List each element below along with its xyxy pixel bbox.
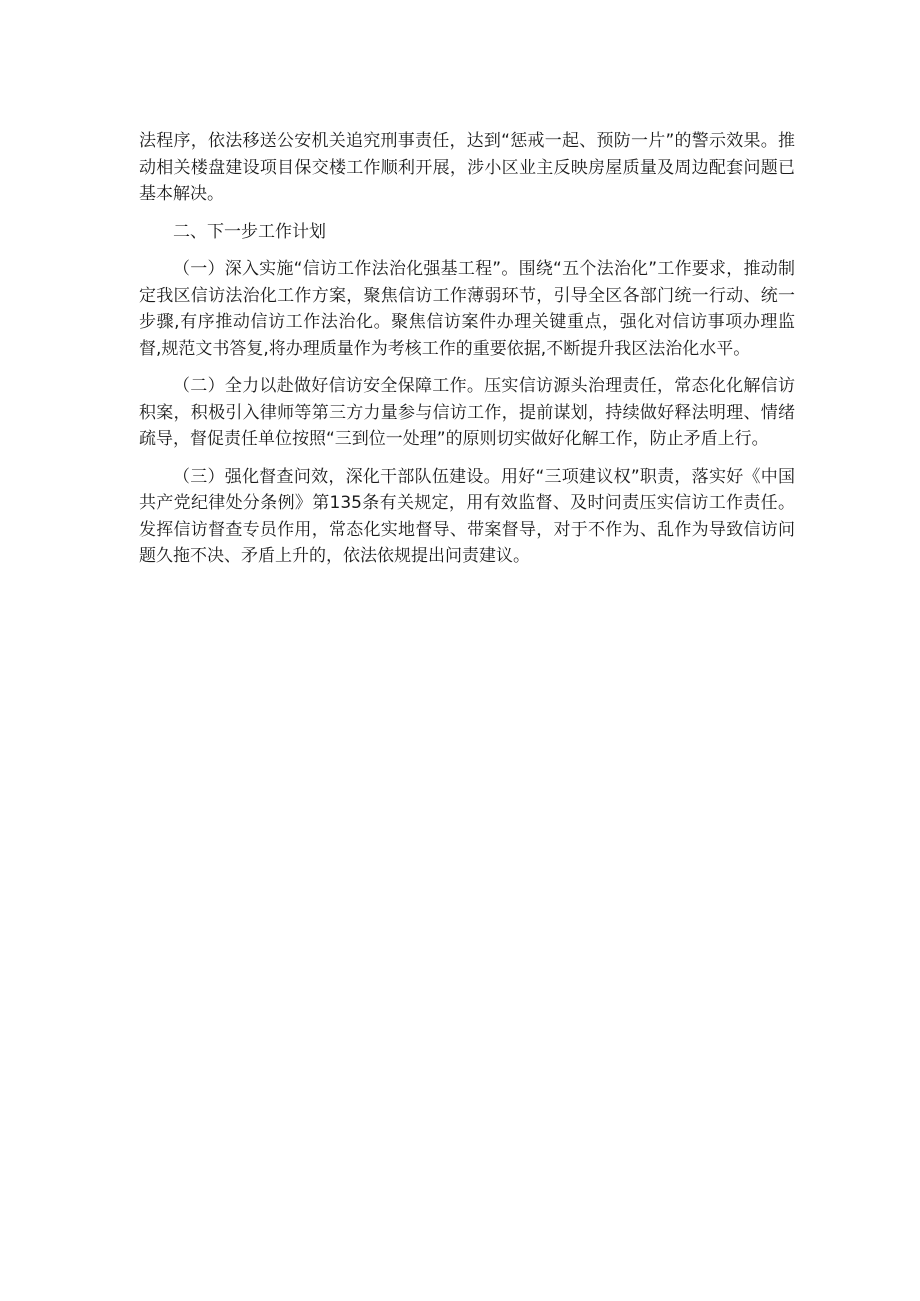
continuation-paragraph: 法程序，依法移送公安机关追究刑事责任，达到“惩戒一起、预防一片”的警示效果。推动相关楼盘建设项目保交楼工作顺利开展，涉小区业主反映房屋质量及周边配套问题已基本解决。: [139, 131, 795, 204]
section-heading: 二、下一步工作计划: [173, 221, 326, 242]
plan-item-1: （一）深入实施“信访工作法治化强基工程”。围绕“五个法治化”工作要求，推动制定我区信访法治化工作方案，聚焦信访工作薄弱环节，引导全区各部门统一行动、统一步骤,有序推动信访工作法治化。聚焦信访案件办理关键重点，强化对信访事项办理监督,规范文书答复,将办理质量作为考核工作的重要依据,不断提升我区法治化水平。: [139, 259, 795, 359]
plan-item-3: （三）强化督查问效，深化干部队伍建设。用好“三项建议权”职责，落实好《中国共产党纪律处分条例》第135条有关规定，用有效监督、及时问责压实信访工作责任。发挥信访督查专员作用，常态化实地督导、带案督导，对于不作为、乱作为导致信访问题久拖不决、矛盾上升的，依法依规提出问责建议。: [139, 466, 795, 566]
plan-item-2: （二）全力以赴做好信访安全保障工作。压实信访源头治理责任，常态化化解信访积案，积极引入律师等第三方力量参与信访工作，提前谋划，持续做好释法明理、情绪疏导，督促责任单位按照“三到位一处理”的原则切实做好化解工作，防止矛盾上行。: [139, 376, 795, 449]
document-body: [139, 128, 795, 581]
